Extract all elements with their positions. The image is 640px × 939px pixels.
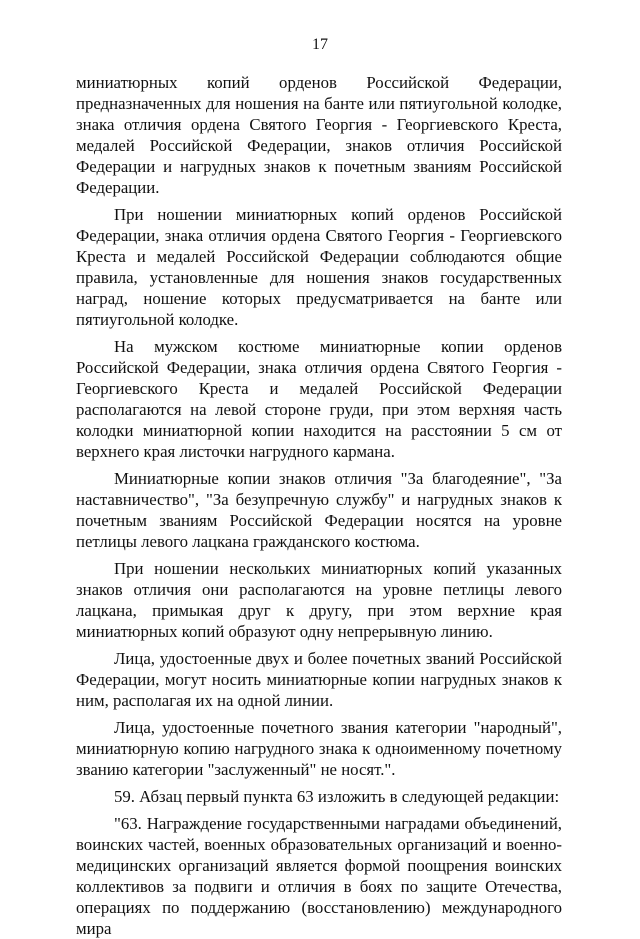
page-number: 17 (312, 36, 328, 53)
paragraph: На мужском костюме миниатюрные копии орденов Российской Федерации, знака отличия ордена Святого Георгия - Георгиевского Креста и медалей Российской Федерации располагаются на левой стороне груди, при этом верхняя часть колодки миниатюрной копии находится на расстоянии 5 см от верхнего края листочки нагрудного кармана. (76, 337, 562, 461)
paragraph: Лица, удостоенные двух и более почетных званий Российской Федерации, могут носить миниатюрные копии нагрудных знаков к ним, располагая их на одной линии. (76, 649, 562, 710)
paragraph-item-59: 59. Абзац первый пункта 63 изложить в следующей редакции: (114, 787, 560, 806)
paragraph-continuation: миниатюрных копий орденов Российской Федерации, предназначенных для ношения на банте или пятиугольной колодке, знака отличия ордена Святого Георгия - Георгиевского Креста, медалей Российской Федерации, знаков отличия Российской Федерации и нагрудных знаков к почетным званиям Российской Федерации. (76, 73, 562, 197)
document-body (76, 72, 562, 939)
paragraph-item-63: "63. Награждение государственными наградами объединений, воинских частей, военных образовательных организаций и военно-медицинских организаций является формой поощрения воинских коллективов за подвиги и отличия в боях по защите Отечества, операциях по поддержанию (восстановлению) международного мира (76, 814, 562, 938)
paragraph: Лица, удостоенные почетного звания категории "народный", миниатюрную копию нагрудного знака к одноименному почетному званию категории "заслуженный" не носят.". (76, 718, 562, 779)
paragraph: При ношении нескольких миниатюрных копий указанных знаков отличия они располагаются на уровне петлицы левого лацкана, примыкая друг к другу, при этом верхние края миниатюрных копий образуют одну непрерывную линию. (76, 559, 562, 641)
paragraph: Миниатюрные копии знаков отличия "За благодеяние", "За наставничество", "За безупречную службу" и нагрудных знаков к почетным званиям Российской Федерации носятся на уровне петлицы левого лацкана гражданского костюма. (76, 469, 562, 551)
paragraph: При ношении миниатюрных копий орденов Российской Федерации, знака отличия ордена Святого Георгия - Георгиевского Креста и медалей Российской Федерации соблюдаются общие правила, установленные для ношения знаков государственных наград, ношение которых предусматривается на банте или пятиугольной колодке. (76, 205, 562, 329)
